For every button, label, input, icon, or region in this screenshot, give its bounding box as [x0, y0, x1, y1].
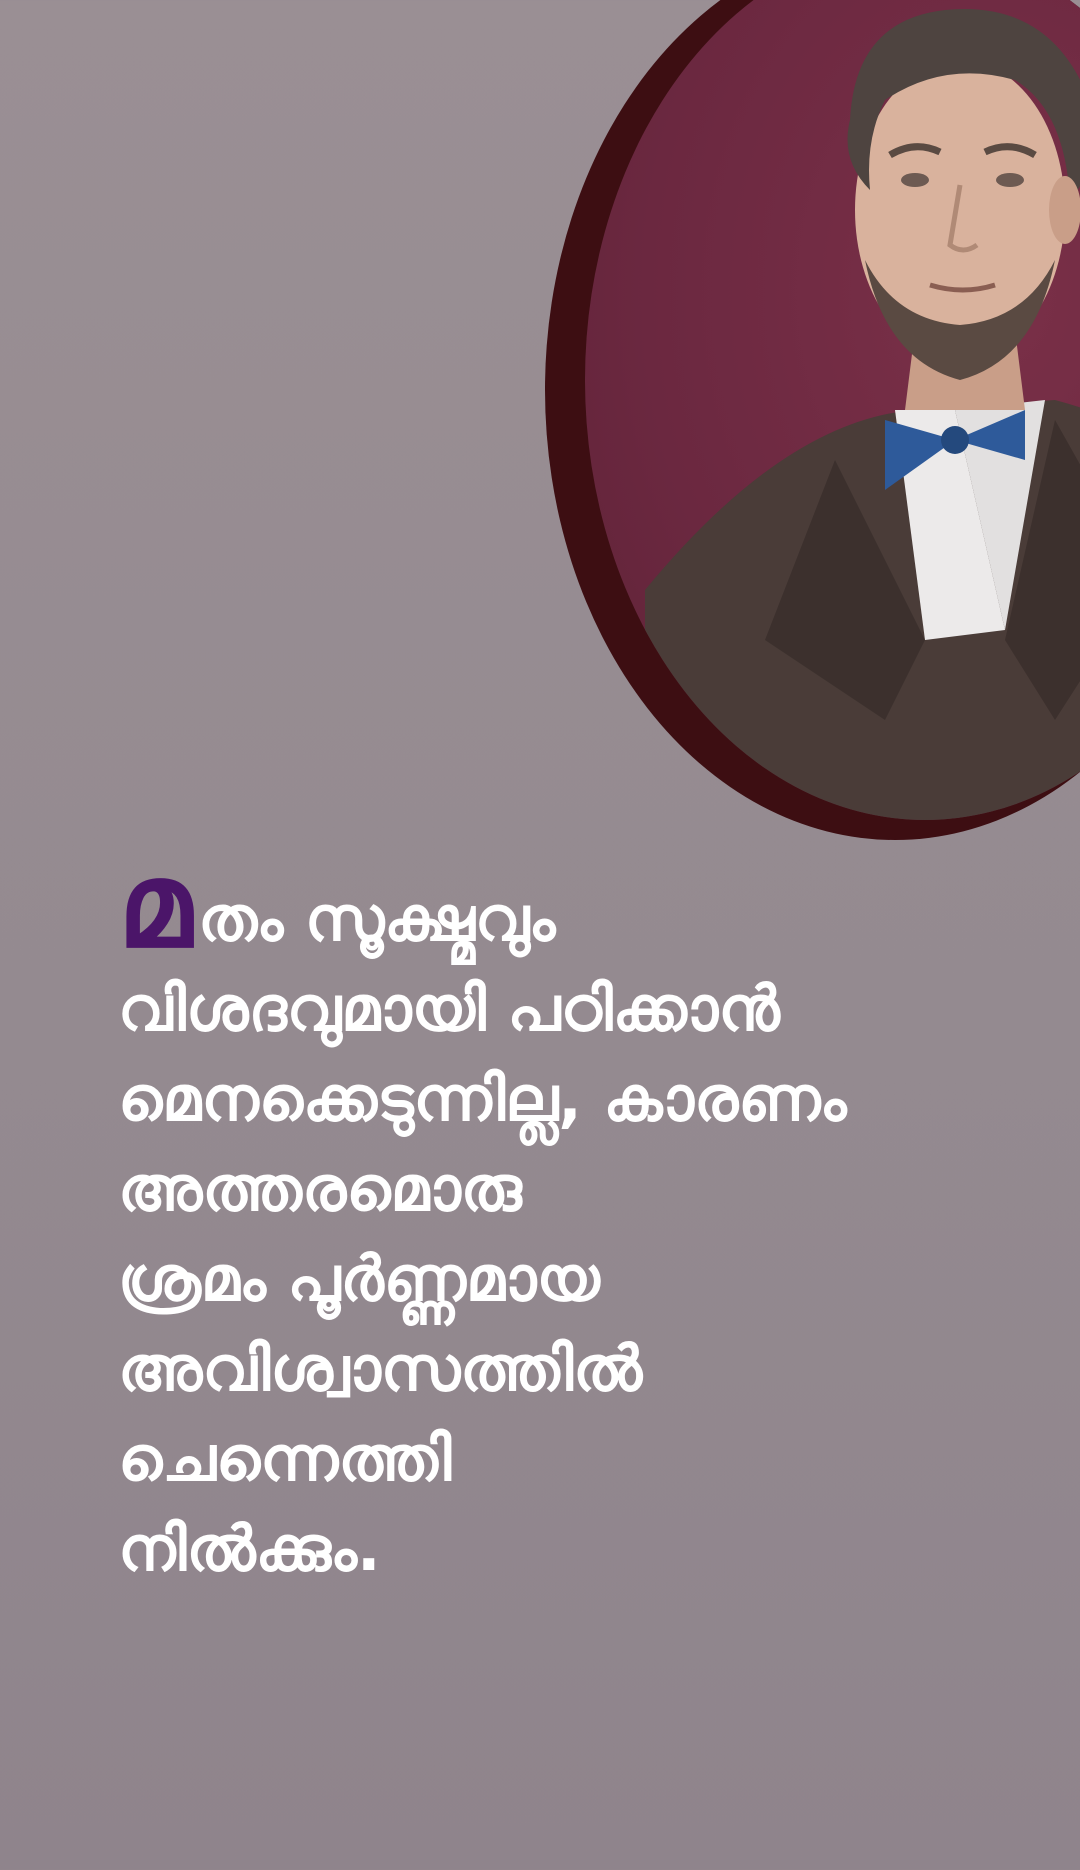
quote-line-4: അത്തരമൊരു: [118, 1152, 522, 1225]
quote-line-2: വിശദവുമായി പഠിക്കാൻ: [118, 972, 780, 1045]
portrait-man-icon: [585, 0, 1080, 820]
dropcap-letter: മ: [118, 836, 193, 974]
quote-line-7: ചെന്നെത്തി: [118, 1422, 452, 1495]
portrait-frame: [545, 0, 1080, 840]
quote-text: [118, 836, 1048, 1594]
quote-line-3: മെനക്കെടുന്നില്ല, കാരണം: [118, 1062, 847, 1135]
quote-line-8: നിൽക്കും.: [118, 1512, 381, 1585]
quote-line-1-rest: തം സൂക്ഷ്മവും: [198, 882, 556, 955]
portrait-background: [585, 0, 1080, 820]
quote-line-6: അവിശ്വാസത്തിൽ: [118, 1332, 643, 1405]
quote-line-1: [118, 836, 1048, 974]
quote-line-5: ശ്രമം പൂർണ്ണമായ: [118, 1242, 600, 1315]
